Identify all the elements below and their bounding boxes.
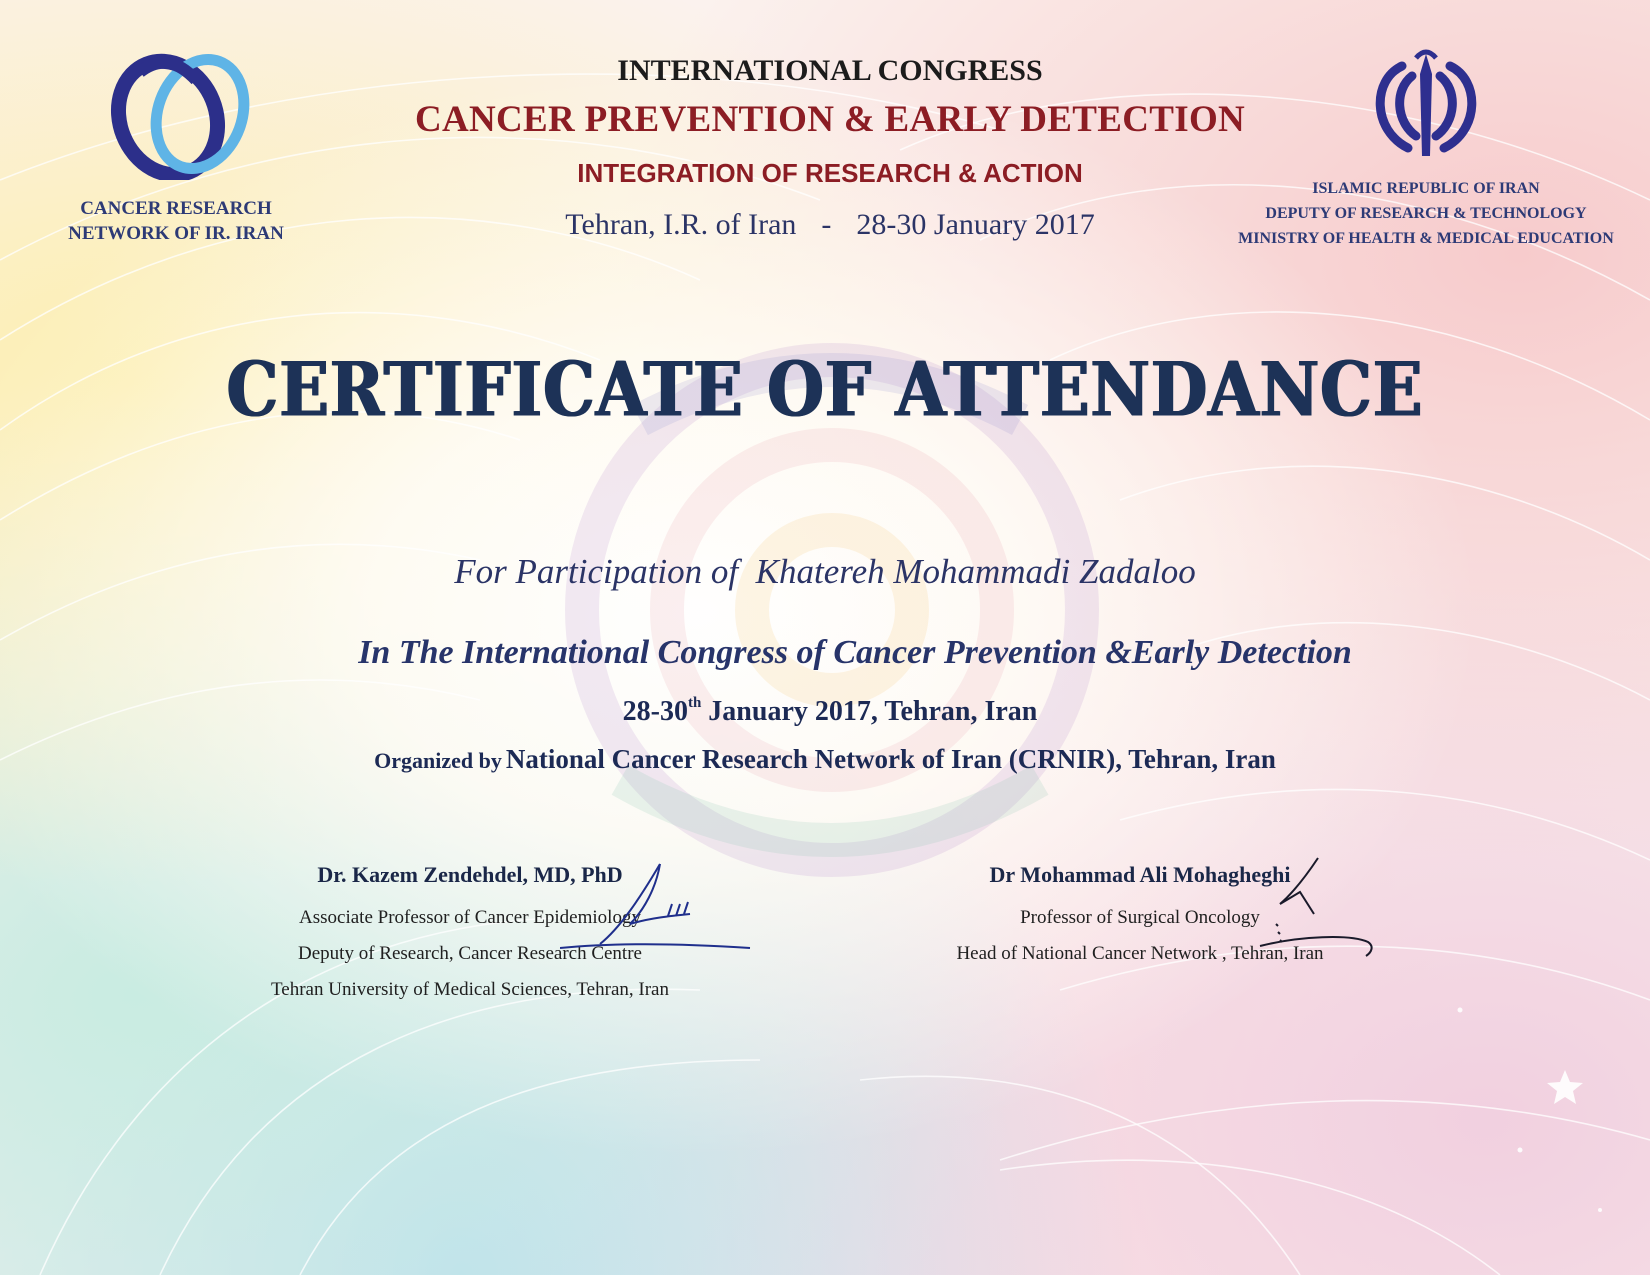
dates-prefix: 28-30 [622, 696, 688, 727]
signatory-title-line: Deputy of Research, Cancer Research Centre [298, 943, 642, 964]
organized-org: National Cancer Research Network of Iran (CRNIR) [505, 744, 1116, 774]
right-org-name [1222, 176, 1630, 251]
signatory-title-line: Associate Professor of Cancer Epidemiology [299, 907, 641, 928]
signature-left-icon [560, 858, 760, 958]
organized-prefix: Organized by [374, 748, 502, 773]
congress-venue-dates [430, 208, 1230, 242]
signature-right-icon [1240, 852, 1380, 962]
organized-suffix: , Tehran, Iran [1115, 744, 1276, 774]
congress-subtitle: INTEGRATION OF RESEARCH & ACTION [577, 158, 1083, 188]
left-org-line-2: NETWORK OF IR. IRAN [68, 223, 284, 244]
signatory-title-line: Tehran University of Medical Sciences, Tehran, Iran [271, 979, 669, 1000]
crn-logo-icon [108, 50, 258, 180]
left-org-name [50, 196, 302, 246]
right-org-line-2: DEPUTY OF RESEARCH & TECHNOLOGY [1265, 205, 1587, 222]
dates-suffix: January 2017, Tehran, Iran [708, 696, 1038, 727]
venue-separator: - [821, 208, 832, 241]
congress-title: CANCER PREVENTION & EARLY DETECTION [414, 99, 1246, 140]
iran-emblem-icon [1366, 44, 1486, 168]
venue-dates: 28-30 January 2017 [856, 208, 1095, 241]
signatory-title-line: Head of National Cancer Network , Tehran, Iran [956, 943, 1324, 964]
signatory-name: Dr Mohammad Ali Mohagheghi [989, 862, 1291, 887]
participant-name: Khatereh Mohammadi Zadaloo [755, 552, 1196, 591]
participation-line [200, 552, 1450, 592]
dates-superscript: th [687, 694, 702, 711]
congress-name-line: In The International Congress of Cancer Prevention &Early Detection [358, 634, 1352, 671]
organized-by-line [130, 744, 1520, 775]
certificate-title: CERTIFICATE OF ATTENDANCE [226, 346, 1424, 434]
signatory-title-line: Professor of Surgical Oncology [1020, 907, 1260, 928]
right-org-line-3: MINISTRY OF HEALTH & MEDICAL EDUCATION [1238, 230, 1614, 247]
watermark-emblem [582, 360, 1082, 860]
right-org-line-1: ISLAMIC REPUBLIC OF IRAN [1312, 180, 1540, 197]
congress-heading: INTERNATIONAL CONGRESS [617, 54, 1043, 87]
venue-location: Tehran, I.R. of Iran [565, 208, 797, 241]
signatory-name: Dr. Kazem Zendehdel, MD, PhD [317, 862, 623, 887]
left-org-line-1: CANCER RESEARCH [80, 198, 272, 219]
event-dates-line [330, 696, 1330, 728]
participation-prefix: For Participation of [454, 552, 739, 591]
